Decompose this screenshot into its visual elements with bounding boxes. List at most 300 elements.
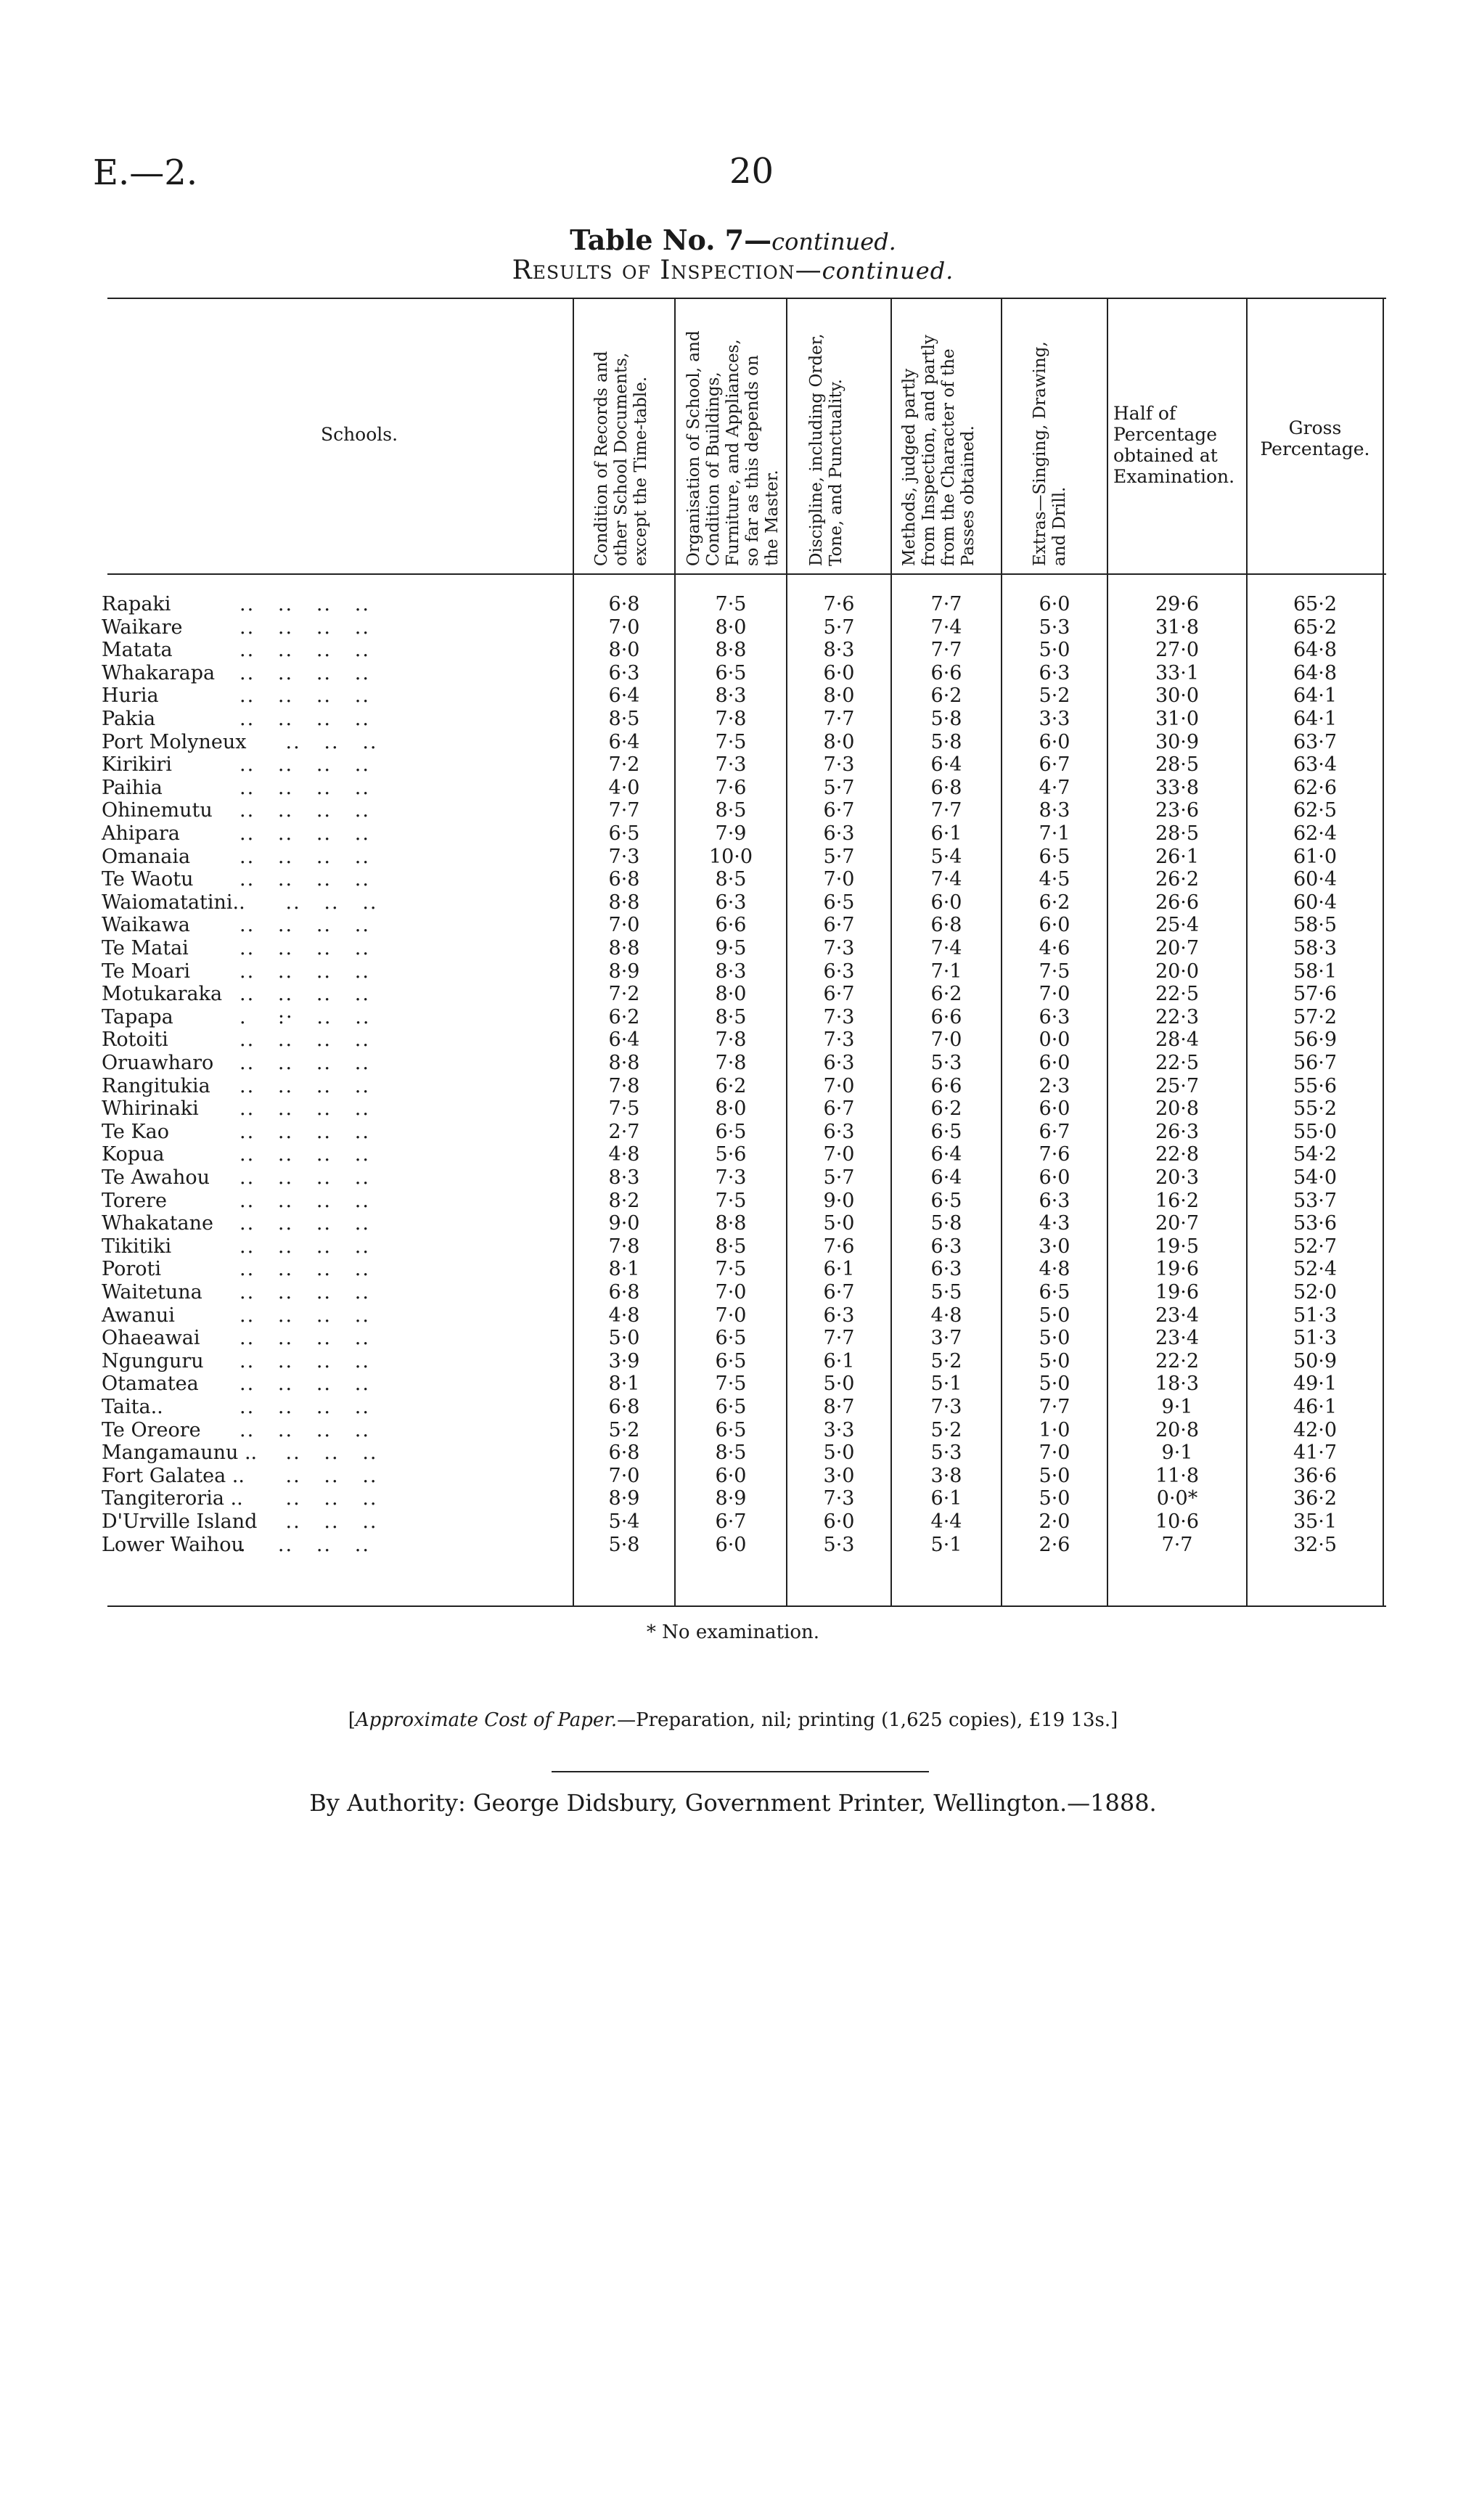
- cell-value: 6·4: [930, 753, 962, 777]
- cell-value: 5·0: [823, 1212, 855, 1235]
- cell-value: 22·8: [1155, 1143, 1200, 1166]
- cell-value: 2·3: [1039, 1074, 1070, 1097]
- cell-value: 7·0: [1039, 983, 1070, 1006]
- cell-value: 4·5: [1039, 868, 1070, 891]
- school-name: Te Kao: [102, 1120, 169, 1143]
- school-name: Oruawharo: [102, 1052, 214, 1074]
- table-row: [0, 594, 1466, 615]
- cell-value: 8·5: [608, 708, 640, 730]
- leader-dots: .. .. .. ..: [239, 960, 370, 983]
- cell-value: 7·5: [715, 593, 747, 615]
- leader-dots: .. .. .. ..: [239, 1212, 370, 1235]
- cell-value: 8·8: [608, 891, 640, 914]
- table-row: [0, 846, 1466, 868]
- cell-value: 6·3: [930, 1258, 962, 1281]
- cell-value: 6·4: [608, 1028, 640, 1052]
- cell-value: 6·3: [823, 1120, 855, 1143]
- table-row: [0, 754, 1466, 776]
- cell-value: 8·8: [608, 1052, 640, 1074]
- cell-value: 7·0: [1039, 1441, 1070, 1465]
- cell-value: 16·2: [1155, 1189, 1200, 1212]
- leader-dots: .. .. .. ..: [239, 937, 370, 960]
- cell-value: 10·6: [1155, 1510, 1200, 1533]
- cell-value: 4·8: [608, 1143, 640, 1166]
- cell-value: 65·2: [1293, 593, 1338, 615]
- cell-value: 58·1: [1293, 960, 1338, 983]
- cell-value: 7·0: [823, 1074, 855, 1097]
- cell-value: 57·6: [1293, 983, 1338, 1006]
- cell-value: 7·3: [930, 1396, 962, 1418]
- cell-value: 33·8: [1155, 776, 1200, 799]
- table-row: [0, 915, 1466, 936]
- table-row: [0, 1144, 1466, 1166]
- cell-value: 18·3: [1155, 1372, 1200, 1396]
- cell-value: 5·6: [715, 1143, 747, 1166]
- cell-value: 26·6: [1155, 891, 1200, 914]
- cell-value: 63·4: [1293, 753, 1338, 777]
- cell-value: 5·8: [930, 730, 962, 753]
- cell-value: 6·1: [823, 1349, 855, 1372]
- cell-value: 6·3: [1039, 1189, 1070, 1212]
- cell-value: 8·5: [715, 799, 747, 822]
- school-name: Ngunguru: [102, 1349, 204, 1372]
- page-number: 20: [729, 151, 774, 192]
- cell-value: 5·8: [608, 1533, 640, 1556]
- cell-value: 6·4: [608, 684, 640, 708]
- cell-value: 6·2: [930, 1097, 962, 1121]
- cell-value: 4·6: [1039, 937, 1070, 960]
- cell-value: 7·5: [715, 1372, 747, 1396]
- cell-value: 22·3: [1155, 1005, 1200, 1028]
- cell-value: 5·3: [823, 1533, 855, 1556]
- school-name: Poroti: [102, 1258, 161, 1281]
- cell-value: 5·7: [823, 845, 855, 868]
- table-row: [0, 1534, 1466, 1556]
- cell-value: 7·8: [608, 1074, 640, 1097]
- cell-value: 0·0*: [1156, 1487, 1198, 1510]
- cell-value: 5·0: [1039, 639, 1070, 662]
- cell-value: 5·3: [1039, 615, 1070, 639]
- cell-value: 7·2: [608, 983, 640, 1006]
- cell-value: 63·7: [1293, 730, 1338, 753]
- leader-dots: .. .. .. ..: [239, 1074, 370, 1097]
- cell-value: 52·0: [1293, 1281, 1338, 1304]
- cost-note: [Approximate Cost of Paper.—Preparation, nil; printing (1,625 copies), £19 13s.]: [348, 1709, 1118, 1731]
- cell-value: 6·2: [715, 1074, 747, 1097]
- cell-value: 7·6: [1039, 1143, 1070, 1166]
- cell-value: 8·3: [715, 960, 747, 983]
- leader-dots: .. .. .. ..: [239, 1258, 370, 1281]
- cell-value: 6·5: [715, 661, 747, 684]
- cell-value: 20·8: [1155, 1418, 1200, 1441]
- table-row: [0, 639, 1466, 661]
- leader-dots: .. .. .. ..: [239, 983, 370, 1006]
- cell-value: 6·2: [608, 1005, 640, 1028]
- cell-value: 6·0: [1039, 1166, 1070, 1189]
- table-row: [0, 777, 1466, 799]
- cell-value: 7·0: [715, 1304, 747, 1327]
- cell-value: 50·9: [1293, 1349, 1338, 1372]
- cell-value: 6·5: [715, 1418, 747, 1441]
- cell-value: 7·5: [715, 1189, 747, 1212]
- cell-value: 2·6: [1039, 1533, 1070, 1556]
- table-row: [0, 800, 1466, 822]
- leader-dots: .. .. .. ..: [239, 661, 370, 684]
- cell-value: 3·3: [823, 1418, 855, 1441]
- table-row: [0, 1420, 1466, 1441]
- leader-dots: .. .. .. ..: [239, 1189, 370, 1212]
- leader-dots: .. .. .. ..: [239, 1281, 370, 1304]
- table-row: [0, 1282, 1466, 1304]
- cell-value: 6·3: [823, 1304, 855, 1327]
- cell-value: 6·7: [1039, 753, 1070, 777]
- table-row: [0, 1305, 1466, 1327]
- cell-value: 8·3: [823, 639, 855, 662]
- cell-value: 6·3: [823, 822, 855, 845]
- cell-value: 7·6: [823, 593, 855, 615]
- cell-value: 23·4: [1155, 1327, 1200, 1350]
- cell-value: 64·1: [1293, 708, 1338, 730]
- leader-dots: .. .. .. ..: [239, 845, 370, 868]
- cell-value: 8·5: [715, 868, 747, 891]
- cell-value: 8·3: [608, 1166, 640, 1189]
- table-top-rule: [107, 298, 1386, 299]
- cell-value: 7·0: [823, 868, 855, 891]
- leader-dots: .. .. .. ..: [239, 776, 370, 799]
- cell-value: 7·4: [930, 937, 962, 960]
- table-row: [0, 1121, 1466, 1143]
- leader-dots: .. .. .. ..: [239, 1120, 370, 1143]
- table-row: [0, 1007, 1466, 1028]
- cell-value: 11·8: [1155, 1464, 1200, 1487]
- cell-value: 7·5: [715, 1258, 747, 1281]
- table-row: [0, 1511, 1466, 1533]
- cell-value: 8·0: [715, 983, 747, 1006]
- cell-value: 6·1: [823, 1258, 855, 1281]
- cell-value: 7·3: [823, 753, 855, 777]
- footnote: * No examination.: [646, 1621, 820, 1643]
- cell-value: 6·0: [715, 1464, 747, 1487]
- header-schools: Schools.: [320, 424, 398, 445]
- cell-value: 5·4: [930, 845, 962, 868]
- school-name: Matata: [102, 639, 173, 662]
- cell-value: 8·0: [715, 615, 747, 639]
- cell-value: 36·6: [1293, 1464, 1338, 1487]
- cell-value: 6·4: [930, 1143, 962, 1166]
- table-subtitle: [0, 255, 1466, 285]
- cell-value: 6·8: [608, 1281, 640, 1304]
- cell-value: 8·7: [823, 1396, 855, 1418]
- leader-dots: .. .. .. ..: [239, 822, 370, 845]
- cell-value: 6·5: [1039, 845, 1070, 868]
- cell-value: 4·3: [1039, 1212, 1070, 1235]
- cell-value: 25·4: [1155, 914, 1200, 937]
- cell-value: 19·6: [1155, 1281, 1200, 1304]
- cell-value: 6·8: [930, 914, 962, 937]
- cell-value: 7·8: [715, 1028, 747, 1052]
- cell-value: 3·3: [1039, 708, 1070, 730]
- cell-value: 6·5: [930, 1189, 962, 1212]
- cell-value: 8·5: [715, 1441, 747, 1465]
- leader-dots: .. .. .. ..: [239, 708, 370, 730]
- school-name: Tapapa: [102, 1005, 173, 1028]
- cell-value: 9·1: [1161, 1396, 1193, 1418]
- cell-value: 22·5: [1155, 1052, 1200, 1074]
- cell-value: 6·1: [930, 822, 962, 845]
- cell-value: 7·3: [715, 753, 747, 777]
- cell-value: 7·8: [715, 708, 747, 730]
- leader-dots: .. .. .. ..: [239, 1097, 370, 1121]
- cell-value: 6·5: [715, 1396, 747, 1418]
- cell-value: 5·2: [608, 1418, 640, 1441]
- school-name: Te Waotu: [102, 868, 194, 891]
- cell-value: 27·0: [1155, 639, 1200, 662]
- cell-value: 22·2: [1155, 1349, 1200, 1372]
- cell-value: 32·5: [1293, 1533, 1338, 1556]
- cell-value: 33·1: [1155, 661, 1200, 684]
- cell-value: 4·8: [608, 1304, 640, 1327]
- cell-value: 6·6: [715, 914, 747, 937]
- leader-dots: . .. .. ..: [239, 1533, 370, 1556]
- leader-dots: .. .. .. ..: [239, 1235, 370, 1258]
- cell-value: 55·0: [1293, 1120, 1338, 1143]
- cell-value: 6·6: [930, 1005, 962, 1028]
- cell-value: 3·8: [930, 1464, 962, 1487]
- school-name: Kirikiri: [102, 753, 172, 777]
- table-row: [0, 1465, 1466, 1487]
- leader-dots: .. .. .. ..: [239, 1166, 370, 1189]
- cell-value: 20·3: [1155, 1166, 1200, 1189]
- cell-value: 51·3: [1293, 1327, 1338, 1350]
- cell-value: 5·7: [823, 776, 855, 799]
- cell-value: 8·1: [608, 1258, 640, 1281]
- school-name: Taita..: [102, 1396, 163, 1418]
- leader-dots: .. .. ..: [239, 1487, 378, 1510]
- table-bottom-rule: [107, 1605, 1386, 1607]
- cell-value: 7·7: [823, 1327, 855, 1350]
- school-name: Whakatane: [102, 1212, 214, 1235]
- table-row: [0, 823, 1466, 845]
- cell-value: 7·5: [715, 730, 747, 753]
- cell-value: 3·9: [608, 1349, 640, 1372]
- table-row: [0, 1213, 1466, 1235]
- cell-value: 8·0: [608, 639, 640, 662]
- cell-value: 6·8: [608, 593, 640, 615]
- cell-value: 53·7: [1293, 1189, 1338, 1212]
- cell-value: 7·0: [608, 1464, 640, 1487]
- cell-value: 42·0: [1293, 1418, 1338, 1441]
- cell-value: 19·5: [1155, 1235, 1200, 1258]
- cell-value: 5·3: [930, 1052, 962, 1074]
- cell-value: 65·2: [1293, 615, 1338, 639]
- table-row: [0, 1442, 1466, 1464]
- cell-value: 5·8: [930, 1212, 962, 1235]
- cell-value: 6·0: [930, 891, 962, 914]
- table-row: [0, 1351, 1466, 1372]
- school-name: Pakia: [102, 708, 156, 730]
- cell-value: 8·8: [715, 1212, 747, 1235]
- leader-dots: .. .. ..: [239, 730, 378, 753]
- cell-value: 5·2: [1039, 684, 1070, 708]
- cell-value: 6·7: [1039, 1120, 1070, 1143]
- table-title-main: Table No. 7—: [570, 224, 772, 256]
- cell-value: 23·4: [1155, 1304, 1200, 1327]
- cell-value: 6·3: [930, 1235, 962, 1258]
- school-name: Port Molyneux: [102, 730, 247, 753]
- cell-value: 6·6: [930, 661, 962, 684]
- cell-value: 5·5: [930, 1281, 962, 1304]
- school-name: Rangitukia: [102, 1074, 210, 1097]
- cell-value: 5·0: [1039, 1372, 1070, 1396]
- cell-value: 62·6: [1293, 776, 1338, 799]
- school-name: Rapaki: [102, 593, 171, 615]
- cell-value: 6·2: [1039, 891, 1070, 914]
- table-row: [0, 983, 1466, 1005]
- table-row: [0, 1259, 1466, 1280]
- table-subtitle-main: Results of Inspection—: [512, 255, 822, 285]
- table-row: [0, 1029, 1466, 1051]
- cell-value: 6·5: [715, 1120, 747, 1143]
- school-name: Whirinaki: [102, 1097, 199, 1121]
- cell-value: 20·7: [1155, 937, 1200, 960]
- cell-value: 8·5: [715, 1235, 747, 1258]
- cell-value: 6·7: [715, 1510, 747, 1533]
- cell-value: 5·0: [1039, 1464, 1070, 1487]
- cell-value: 3·0: [1039, 1235, 1070, 1258]
- school-name: Awanui: [102, 1304, 175, 1327]
- leader-dots: .. .. .. ..: [239, 1327, 370, 1350]
- cell-value: 6·0: [1039, 1052, 1070, 1074]
- leader-dots: .. .. .. ..: [239, 1396, 370, 1418]
- cell-value: 7·7: [930, 639, 962, 662]
- cell-value: 9·5: [715, 937, 747, 960]
- table-row: [0, 663, 1466, 684]
- cell-value: 7·3: [823, 1005, 855, 1028]
- cell-value: 31·8: [1155, 615, 1200, 639]
- cell-value: 5·0: [1039, 1487, 1070, 1510]
- cell-value: 6·5: [1039, 1281, 1070, 1304]
- cell-value: 7·3: [823, 1028, 855, 1052]
- cell-value: 5·0: [1039, 1349, 1070, 1372]
- leader-dots: .. .. .. ..: [239, 1304, 370, 1327]
- cell-value: 58·3: [1293, 937, 1338, 960]
- school-name: Ahipara: [102, 822, 180, 845]
- cell-value: 7·3: [715, 1166, 747, 1189]
- page-reference: E.—2.: [93, 152, 198, 193]
- leader-dots: .. .. .. ..: [239, 593, 370, 615]
- school-name: Motukaraka: [102, 983, 223, 1006]
- school-name: Whakarapa: [102, 661, 216, 684]
- school-name: D'Urville Island: [102, 1510, 258, 1533]
- school-name: Ohaeawai: [102, 1327, 200, 1350]
- leader-dots: .. .. .. ..: [239, 1349, 370, 1372]
- school-name: Torere: [102, 1189, 167, 1212]
- cell-value: 55·2: [1293, 1097, 1338, 1121]
- cell-value: 7·4: [930, 615, 962, 639]
- cell-value: 7·0: [930, 1028, 962, 1052]
- cell-value: 52·7: [1293, 1235, 1338, 1258]
- cell-value: 6·7: [823, 1097, 855, 1121]
- cell-value: 7·8: [715, 1052, 747, 1074]
- cell-value: 8·1: [608, 1372, 640, 1396]
- table-row: [0, 732, 1466, 753]
- cell-value: 6·3: [823, 1052, 855, 1074]
- cost-label: Approximate Cost of Paper.: [355, 1709, 618, 1731]
- cell-value: 8·5: [715, 1005, 747, 1028]
- cell-value: 6·8: [930, 776, 962, 799]
- cell-value: 5·0: [823, 1441, 855, 1465]
- cell-value: 6·5: [930, 1120, 962, 1143]
- table-row: [0, 1098, 1466, 1120]
- cell-value: 6·4: [930, 1166, 962, 1189]
- header-half-percentage: Half of Percentage obtained at Examination.: [1113, 403, 1235, 487]
- leader-dots: .. .. ..: [239, 1464, 378, 1487]
- cell-value: 46·1: [1293, 1396, 1338, 1418]
- leader-dots: .. .. .. ..: [239, 1028, 370, 1052]
- cell-value: 22·5: [1155, 983, 1200, 1006]
- cell-value: 7·7: [608, 799, 640, 822]
- cell-value: 7·7: [1161, 1533, 1193, 1556]
- cell-value: 26·2: [1155, 868, 1200, 891]
- cell-value: 6·3: [823, 960, 855, 983]
- cell-value: 30·9: [1155, 730, 1200, 753]
- cell-value: 7·0: [823, 1143, 855, 1166]
- school-name: Tangiteroria ..: [102, 1487, 243, 1510]
- cost-text: —Preparation, nil; printing (1,625 copies), £19 13s.: [617, 1709, 1111, 1731]
- cell-value: 5·7: [823, 615, 855, 639]
- cell-value: 8·9: [608, 960, 640, 983]
- cell-value: 64·1: [1293, 684, 1338, 708]
- table-row: [0, 938, 1466, 960]
- school-name: Ohinemutu: [102, 799, 213, 822]
- cell-value: 64·8: [1293, 661, 1338, 684]
- cell-value: 57·2: [1293, 1005, 1338, 1028]
- cell-value: 9·0: [823, 1189, 855, 1212]
- cell-value: 5·1: [930, 1372, 962, 1396]
- authority-line: By Authority: George Didsbury, Government Printer, Wellington.—1888.: [309, 1789, 1157, 1817]
- school-name: Te Moari: [102, 960, 191, 983]
- cell-value: 64·8: [1293, 639, 1338, 662]
- cell-value: 56·9: [1293, 1028, 1338, 1052]
- table-row: [0, 1236, 1466, 1258]
- cell-value: 28·5: [1155, 753, 1200, 777]
- table-row: [0, 869, 1466, 891]
- table-row: [0, 1488, 1466, 1510]
- cell-value: 6·0: [1039, 730, 1070, 753]
- leader-dots: .. .. .. ..: [239, 799, 370, 822]
- cell-value: 54·2: [1293, 1143, 1338, 1166]
- cell-value: 7·1: [930, 960, 962, 983]
- cell-value: 5·2: [930, 1349, 962, 1372]
- leader-dots: .. .. .. ..: [239, 615, 370, 639]
- school-name: Rotoiti: [102, 1028, 168, 1052]
- cell-value: 3·0: [823, 1464, 855, 1487]
- cell-value: 20·0: [1155, 960, 1200, 983]
- cell-value: 7·9: [715, 822, 747, 845]
- cell-value: 8·8: [608, 937, 640, 960]
- cell-value: 8·2: [608, 1189, 640, 1212]
- cell-value: 26·3: [1155, 1120, 1200, 1143]
- cell-value: 7·5: [1039, 960, 1070, 983]
- cell-value: 6·8: [608, 1441, 640, 1465]
- cell-value: 9·0: [608, 1212, 640, 1235]
- table-row: [0, 1076, 1466, 1097]
- cell-value: 6·3: [608, 661, 640, 684]
- cell-value: 28·4: [1155, 1028, 1200, 1052]
- cell-value: 4·8: [930, 1304, 962, 1327]
- school-name: Paihia: [102, 776, 163, 799]
- leader-dots: .. .. ..: [239, 1510, 378, 1533]
